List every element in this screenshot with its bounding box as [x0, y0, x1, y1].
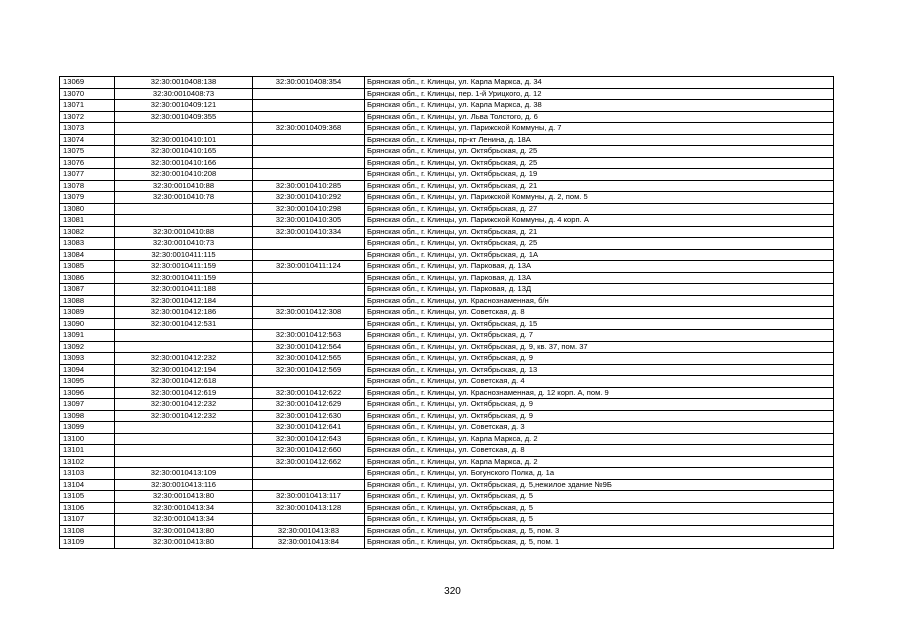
- address-cell: Брянская обл., г. Клинцы, ул. Октябрьская, д. 1А: [365, 249, 834, 261]
- object-cadastral-number-cell: [253, 249, 365, 261]
- parcel-cadastral-number-cell: 32:30:0010412:232: [115, 353, 253, 365]
- table-row: [60, 353, 834, 365]
- table-row: [60, 399, 834, 411]
- parcel-cadastral-number-cell: 32:30:0010412:186: [115, 307, 253, 319]
- table-row: [60, 410, 834, 422]
- record-number-cell: 13072: [60, 111, 115, 123]
- address-cell: Брянская обл., г. Клинцы, ул. Парковая, д. 13Д: [365, 284, 834, 296]
- object-cadastral-number-cell: [253, 295, 365, 307]
- parcel-cadastral-number-cell: 32:30:0010412:618: [115, 376, 253, 388]
- address-cell: Брянская обл., г. Клинцы, ул. Карла Маркса, д. 38: [365, 100, 834, 112]
- table-row: [60, 238, 834, 250]
- object-cadastral-number-cell: 32:30:0010412:629: [253, 399, 365, 411]
- address-cell: Брянская обл., г. Клинцы, ул. Карла Маркса, д. 34: [365, 77, 834, 89]
- object-cadastral-number-cell: [253, 272, 365, 284]
- table-row: [60, 134, 834, 146]
- record-number-cell: 13098: [60, 410, 115, 422]
- object-cadastral-number-cell: [253, 169, 365, 181]
- address-cell: Брянская обл., г. Клинцы, ул. Октябрьская, д. 5: [365, 491, 834, 503]
- table-row: [60, 318, 834, 330]
- record-number-cell: 13092: [60, 341, 115, 353]
- address-cell: Брянская обл., г. Клинцы, ул. Октябрьская, д. 5,нежилое здание №9Б: [365, 479, 834, 491]
- object-cadastral-number-cell: 32:30:0010412:630: [253, 410, 365, 422]
- object-cadastral-number-cell: 32:30:0010412:569: [253, 364, 365, 376]
- parcel-cadastral-number-cell: 32:30:0010410:78: [115, 192, 253, 204]
- record-number-cell: 13081: [60, 215, 115, 227]
- record-number-cell: 13105: [60, 491, 115, 503]
- table-row: [60, 249, 834, 261]
- parcel-cadastral-number-cell: [115, 433, 253, 445]
- table-row: [60, 100, 834, 112]
- record-number-cell: 13102: [60, 456, 115, 468]
- address-cell: Брянская обл., г. Клинцы, ул. Октябрьская, д. 25: [365, 146, 834, 158]
- table-row: [60, 272, 834, 284]
- record-number-cell: 13108: [60, 525, 115, 537]
- record-number-cell: 13088: [60, 295, 115, 307]
- object-cadastral-number-cell: 32:30:0010411:124: [253, 261, 365, 273]
- table-row: [60, 433, 834, 445]
- table-row: [60, 226, 834, 238]
- table-row: [60, 537, 834, 549]
- address-cell: Брянская обл., г. Клинцы, ул. Парижской Коммуны, д. 7: [365, 123, 834, 135]
- address-cell: Брянская обл., г. Клинцы, ул. Парковая, д. 13А: [365, 261, 834, 273]
- parcel-cadastral-number-cell: 32:30:0010413:109: [115, 468, 253, 480]
- parcel-cadastral-number-cell: 32:30:0010411:159: [115, 272, 253, 284]
- record-number-cell: 13104: [60, 479, 115, 491]
- object-cadastral-number-cell: [253, 134, 365, 146]
- address-cell: Брянская обл., г. Клинцы, ул. Октябрьская, д. 9: [365, 399, 834, 411]
- parcel-cadastral-number-cell: 32:30:0010411:115: [115, 249, 253, 261]
- record-number-cell: 13071: [60, 100, 115, 112]
- object-cadastral-number-cell: 32:30:0010408:354: [253, 77, 365, 89]
- parcel-cadastral-number-cell: 32:30:0010412:531: [115, 318, 253, 330]
- object-cadastral-number-cell: [253, 479, 365, 491]
- table-row: [60, 525, 834, 537]
- address-cell: Брянская обл., г. Клинцы, ул. Октябрьская, д. 21: [365, 180, 834, 192]
- object-cadastral-number-cell: 32:30:0010413:84: [253, 537, 365, 549]
- table-row: [60, 261, 834, 273]
- object-cadastral-number-cell: 32:30:0010412:622: [253, 387, 365, 399]
- object-cadastral-number-cell: 32:30:0010409:368: [253, 123, 365, 135]
- object-cadastral-number-cell: 32:30:0010410:292: [253, 192, 365, 204]
- parcel-cadastral-number-cell: [115, 123, 253, 135]
- record-number-cell: 13089: [60, 307, 115, 319]
- address-cell: Брянская обл., г. Клинцы, ул. Октябрьская, д. 9: [365, 353, 834, 365]
- object-cadastral-number-cell: 32:30:0010412:308: [253, 307, 365, 319]
- parcel-cadastral-number-cell: 32:30:0010411:188: [115, 284, 253, 296]
- parcel-cadastral-number-cell: 32:30:0010410:165: [115, 146, 253, 158]
- parcel-cadastral-number-cell: 32:30:0010410:88: [115, 180, 253, 192]
- parcel-cadastral-number-cell: 32:30:0010411:159: [115, 261, 253, 273]
- object-cadastral-number-cell: 32:30:0010410:298: [253, 203, 365, 215]
- record-number-cell: 13070: [60, 88, 115, 100]
- address-cell: Брянская обл., г. Клинцы, ул. Советская, д. 4: [365, 376, 834, 388]
- parcel-cadastral-number-cell: [115, 215, 253, 227]
- address-cell: Брянская обл., г. Клинцы, ул. Краснознаменная, б/н: [365, 295, 834, 307]
- table-row: [60, 192, 834, 204]
- object-cadastral-number-cell: 32:30:0010412:641: [253, 422, 365, 434]
- table-row: [60, 77, 834, 89]
- address-cell: Брянская обл., г. Клинцы, ул. Октябрьская, д. 27: [365, 203, 834, 215]
- record-number-cell: 13090: [60, 318, 115, 330]
- table-row: [60, 456, 834, 468]
- table-row: [60, 376, 834, 388]
- parcel-cadastral-number-cell: 32:30:0010410:166: [115, 157, 253, 169]
- table-row: [60, 215, 834, 227]
- parcel-cadastral-number-cell: 32:30:0010412:184: [115, 295, 253, 307]
- parcel-cadastral-number-cell: [115, 341, 253, 353]
- address-cell: Брянская обл., г. Клинцы, ул. Советская, д. 8: [365, 307, 834, 319]
- address-cell: Брянская обл., г. Клинцы, ул. Октябрьская, д. 25: [365, 238, 834, 250]
- parcel-cadastral-number-cell: 32:30:0010413:116: [115, 479, 253, 491]
- address-cell: Брянская обл., г. Клинцы, ул. Советская, д. 3: [365, 422, 834, 434]
- record-number-cell: 13093: [60, 353, 115, 365]
- parcel-cadastral-number-cell: 32:30:0010413:80: [115, 525, 253, 537]
- parcel-cadastral-number-cell: 32:30:0010408:138: [115, 77, 253, 89]
- record-number-cell: 13084: [60, 249, 115, 261]
- table-row: [60, 479, 834, 491]
- object-cadastral-number-cell: 32:30:0010412:563: [253, 330, 365, 342]
- table-row: [60, 468, 834, 480]
- object-cadastral-number-cell: [253, 100, 365, 112]
- parcel-cadastral-number-cell: [115, 203, 253, 215]
- address-cell: Брянская обл., г. Клинцы, пр-кт Ленина, д. 18А: [365, 134, 834, 146]
- record-number-cell: 13085: [60, 261, 115, 273]
- parcel-cadastral-number-cell: 32:30:0010408:73: [115, 88, 253, 100]
- table-row: [60, 491, 834, 503]
- parcel-cadastral-number-cell: 32:30:0010410:73: [115, 238, 253, 250]
- record-number-cell: 13086: [60, 272, 115, 284]
- page-number: 320: [444, 586, 461, 597]
- record-number-cell: 13100: [60, 433, 115, 445]
- table-row: [60, 146, 834, 158]
- record-number-cell: 13091: [60, 330, 115, 342]
- record-number-cell: 13099: [60, 422, 115, 434]
- object-cadastral-number-cell: [253, 88, 365, 100]
- parcel-cadastral-number-cell: [115, 456, 253, 468]
- table-row: [60, 422, 834, 434]
- address-cell: Брянская обл., г. Клинцы, ул. Октябрьская, д. 13: [365, 364, 834, 376]
- record-number-cell: 13073: [60, 123, 115, 135]
- address-cell: Брянская обл., г. Клинцы, ул. Льва Толстого, д. 6: [365, 111, 834, 123]
- table-row: [60, 203, 834, 215]
- address-cell: Брянская обл., г. Клинцы, ул. Богунского Полка, д. 1а: [365, 468, 834, 480]
- record-number-cell: 13082: [60, 226, 115, 238]
- object-cadastral-number-cell: [253, 514, 365, 526]
- object-cadastral-number-cell: [253, 284, 365, 296]
- parcel-cadastral-number-cell: 32:30:0010412:232: [115, 410, 253, 422]
- table-row: [60, 88, 834, 100]
- address-cell: Брянская обл., г. Клинцы, ул. Октябрьская, д. 9: [365, 410, 834, 422]
- object-cadastral-number-cell: [253, 318, 365, 330]
- parcel-cadastral-number-cell: 32:30:0010412:232: [115, 399, 253, 411]
- table-row: [60, 502, 834, 514]
- object-cadastral-number-cell: 32:30:0010413:83: [253, 525, 365, 537]
- object-cadastral-number-cell: [253, 146, 365, 158]
- record-number-cell: 13078: [60, 180, 115, 192]
- address-cell: Брянская обл., г. Клинцы, ул. Краснознаменная, д. 12 корп. А, пом. 9: [365, 387, 834, 399]
- object-cadastral-number-cell: 32:30:0010412:643: [253, 433, 365, 445]
- address-cell: Брянская обл., г. Клинцы, ул. Карла Маркса, д. 2: [365, 456, 834, 468]
- parcel-cadastral-number-cell: 32:30:0010413:34: [115, 502, 253, 514]
- table-row: [60, 307, 834, 319]
- address-cell: Брянская обл., г. Клинцы, ул. Октябрьская, д. 19: [365, 169, 834, 181]
- address-cell: Брянская обл., г. Клинцы, ул. Октябрьская, д. 5, пом. 1: [365, 537, 834, 549]
- register-table-body: [60, 77, 834, 549]
- object-cadastral-number-cell: [253, 376, 365, 388]
- parcel-cadastral-number-cell: 32:30:0010412:194: [115, 364, 253, 376]
- object-cadastral-number-cell: 32:30:0010412:660: [253, 445, 365, 457]
- object-cadastral-number-cell: 32:30:0010410:305: [253, 215, 365, 227]
- object-cadastral-number-cell: [253, 157, 365, 169]
- object-cadastral-number-cell: [253, 468, 365, 480]
- parcel-cadastral-number-cell: 32:30:0010409:355: [115, 111, 253, 123]
- table-row: [60, 180, 834, 192]
- record-number-cell: 13083: [60, 238, 115, 250]
- object-cadastral-number-cell: 32:30:0010413:128: [253, 502, 365, 514]
- address-cell: Брянская обл., г. Клинцы, ул. Октябрьская, д. 5: [365, 502, 834, 514]
- table-row: [60, 387, 834, 399]
- parcel-cadastral-number-cell: 32:30:0010413:34: [115, 514, 253, 526]
- object-cadastral-number-cell: 32:30:0010412:564: [253, 341, 365, 353]
- object-cadastral-number-cell: 32:30:0010413:117: [253, 491, 365, 503]
- record-number-cell: 13077: [60, 169, 115, 181]
- table-row: [60, 514, 834, 526]
- record-number-cell: 13076: [60, 157, 115, 169]
- record-number-cell: 13069: [60, 77, 115, 89]
- address-cell: Брянская обл., г. Клинцы, ул. Парижской Коммуны, д. 2, пом. 5: [365, 192, 834, 204]
- address-cell: Брянская обл., г. Клинцы, пер. 1-й Урицкого, д. 12: [365, 88, 834, 100]
- address-cell: Брянская обл., г. Клинцы, ул. Октябрьская, д. 9, кв. 37, пом. 37: [365, 341, 834, 353]
- table-row: [60, 445, 834, 457]
- record-number-cell: 13094: [60, 364, 115, 376]
- table-row: [60, 169, 834, 181]
- parcel-cadastral-number-cell: 32:30:0010412:619: [115, 387, 253, 399]
- address-cell: Брянская обл., г. Клинцы, ул. Октябрьская, д. 7: [365, 330, 834, 342]
- table-row: [60, 111, 834, 123]
- record-number-cell: 13074: [60, 134, 115, 146]
- table-row: [60, 295, 834, 307]
- record-number-cell: 13079: [60, 192, 115, 204]
- parcel-cadastral-number-cell: 32:30:0010410:88: [115, 226, 253, 238]
- table-row: [60, 284, 834, 296]
- object-cadastral-number-cell: 32:30:0010410:334: [253, 226, 365, 238]
- parcel-cadastral-number-cell: [115, 422, 253, 434]
- object-cadastral-number-cell: [253, 238, 365, 250]
- address-cell: Брянская обл., г. Клинцы, ул. Октябрьская, д. 5: [365, 514, 834, 526]
- parcel-cadastral-number-cell: 32:30:0010409:121: [115, 100, 253, 112]
- object-cadastral-number-cell: 32:30:0010410:285: [253, 180, 365, 192]
- address-cell: Брянская обл., г. Клинцы, ул. Октябрьская, д. 25: [365, 157, 834, 169]
- record-number-cell: 13080: [60, 203, 115, 215]
- table-row: [60, 364, 834, 376]
- parcel-cadastral-number-cell: [115, 445, 253, 457]
- object-cadastral-number-cell: 32:30:0010412:662: [253, 456, 365, 468]
- record-number-cell: 13096: [60, 387, 115, 399]
- record-number-cell: 13087: [60, 284, 115, 296]
- record-number-cell: 13075: [60, 146, 115, 158]
- object-cadastral-number-cell: 32:30:0010412:565: [253, 353, 365, 365]
- table-row: [60, 123, 834, 135]
- address-cell: Брянская обл., г. Клинцы, ул. Советская, д. 8: [365, 445, 834, 457]
- parcel-cadastral-number-cell: 32:30:0010410:208: [115, 169, 253, 181]
- object-cadastral-number-cell: [253, 111, 365, 123]
- parcel-cadastral-number-cell: 32:30:0010410:101: [115, 134, 253, 146]
- record-number-cell: 13103: [60, 468, 115, 480]
- record-number-cell: 13095: [60, 376, 115, 388]
- table-row: [60, 330, 834, 342]
- parcel-cadastral-number-cell: 32:30:0010413:80: [115, 537, 253, 549]
- record-number-cell: 13101: [60, 445, 115, 457]
- record-number-cell: 13107: [60, 514, 115, 526]
- record-number-cell: 13109: [60, 537, 115, 549]
- address-cell: Брянская обл., г. Клинцы, ул. Карла Маркса, д. 2: [365, 433, 834, 445]
- parcel-cadastral-number-cell: [115, 330, 253, 342]
- table-row: [60, 341, 834, 353]
- parcel-cadastral-number-cell: 32:30:0010413:80: [115, 491, 253, 503]
- record-number-cell: 13097: [60, 399, 115, 411]
- record-number-cell: 13106: [60, 502, 115, 514]
- address-cell: Брянская обл., г. Клинцы, ул. Парковая, д. 13А: [365, 272, 834, 284]
- address-cell: Брянская обл., г. Клинцы, ул. Октябрьская, д. 5, пом. 3: [365, 525, 834, 537]
- address-cell: Брянская обл., г. Клинцы, ул. Октябрьская, д. 21: [365, 226, 834, 238]
- address-cell: Брянская обл., г. Клинцы, ул. Октябрьская, д. 15: [365, 318, 834, 330]
- property-register-table: [59, 76, 834, 549]
- address-cell: Брянская обл., г. Клинцы, ул. Парижской Коммуны, д. 4 корп. А: [365, 215, 834, 227]
- table-row: [60, 157, 834, 169]
